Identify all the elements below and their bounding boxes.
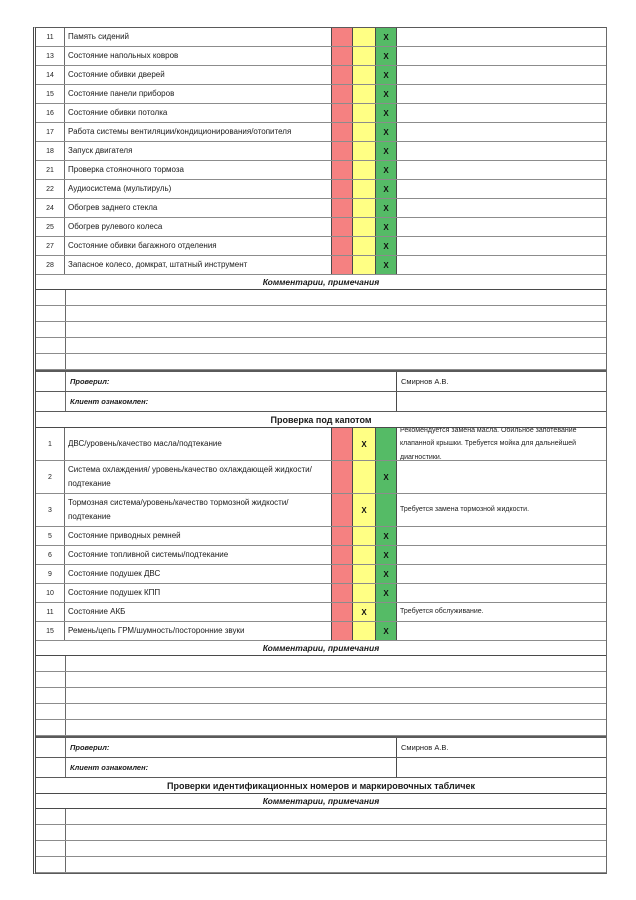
row-number: 15: [36, 622, 65, 640]
comment-line-write-area: [66, 809, 606, 824]
comment-line: [36, 656, 606, 672]
status-cell-red: [332, 47, 353, 65]
check-item-label: Работа системы вентиляции/кондиционирования/отопителя: [68, 127, 292, 136]
row-number: 13: [36, 47, 65, 65]
check-mark: X: [383, 550, 389, 560]
check-item-label: Состояние топливной системы/подтекание: [68, 550, 229, 559]
checklist-row: [36, 218, 606, 237]
row-number: 5: [36, 527, 65, 545]
check-item-label: Память сидений: [68, 32, 130, 41]
check-item-label-cell: [65, 28, 332, 46]
status-cell-green: [376, 47, 397, 65]
row-number: 3: [36, 494, 65, 526]
status-cell-red: [332, 461, 353, 493]
check-mark: X: [383, 531, 389, 541]
comment-line-write-area: [66, 354, 606, 369]
status-cell-green: [376, 28, 397, 46]
status-cell-green: [376, 104, 397, 122]
check-mark: X: [383, 70, 389, 80]
underhood-comments-header: [36, 641, 606, 656]
status-cell-green: [376, 66, 397, 84]
checklist-row: [36, 256, 606, 275]
checked-by-label: Проверил:: [66, 372, 397, 391]
status-cell-red: [332, 622, 353, 640]
remark-text: Рекомендуется замена масла. Обильное запотевание клапанной крышки. Требуется мойка для дальнейшей диагностики.: [400, 428, 577, 460]
status-cell-green: [376, 584, 397, 602]
check-mark: X: [383, 146, 389, 156]
status-cell-red: [332, 66, 353, 84]
check-mark: X: [383, 241, 389, 251]
status-cell-green: [376, 161, 397, 179]
comment-line-stub-cell: [36, 720, 66, 735]
checklist-row: [36, 85, 606, 104]
row-number: 6: [36, 546, 65, 564]
remark-cell: [397, 161, 606, 179]
client-acknowledged-value: [397, 758, 606, 777]
remark-cell: [397, 28, 606, 46]
remark-cell: [397, 603, 606, 621]
row-number: 11: [36, 603, 65, 621]
checklist-row: [36, 622, 606, 641]
status-cell-green: [376, 237, 397, 255]
status-cell-red: [332, 494, 353, 526]
checklist-row: [36, 161, 606, 180]
client-acknowledged-label: Клиент ознакомлен:: [66, 392, 397, 411]
checklist-row: [36, 66, 606, 85]
underhood-comments-area: [36, 656, 606, 736]
check-item-label: ДВС/уровень/качество масла/подтекание: [68, 439, 222, 448]
check-mark: X: [383, 184, 389, 194]
signoff-stub-cell: [36, 738, 66, 757]
checklist-row: [36, 603, 606, 622]
row-number: 1: [36, 428, 65, 460]
comment-line-stub-cell: [36, 672, 66, 687]
status-cell-yellow: [353, 66, 376, 84]
comment-line-write-area: [66, 688, 606, 703]
comment-line-write-area: [66, 338, 606, 353]
status-cell-red: [332, 142, 353, 160]
comment-line: [36, 322, 606, 338]
comment-line: [36, 704, 606, 720]
status-cell-red: [332, 237, 353, 255]
remark-cell: [397, 66, 606, 84]
status-cell-yellow: [353, 104, 376, 122]
comment-line: [36, 841, 606, 857]
comment-line-write-area: [66, 857, 606, 872]
check-item-label-cell: [65, 104, 332, 122]
checklist-row: [36, 565, 606, 584]
client-acknowledged-row: [36, 392, 606, 412]
check-item-label-cell: [65, 66, 332, 84]
status-cell-yellow: [353, 47, 376, 65]
remark-cell: [397, 428, 606, 460]
status-cell-yellow: [353, 218, 376, 236]
status-cell-red: [332, 546, 353, 564]
checklist-row: [36, 199, 606, 218]
check-mark: X: [383, 108, 389, 118]
comment-line-write-area: [66, 841, 606, 856]
checklist-row: [36, 461, 606, 494]
comment-line: [36, 354, 606, 370]
comment-line: [36, 290, 606, 306]
status-cell-green: [376, 85, 397, 103]
check-item-label: Запасное колесо, домкрат, штатный инструмент: [68, 260, 248, 269]
comment-line-stub-cell: [36, 688, 66, 703]
remark-cell: [397, 546, 606, 564]
status-cell-yellow: [353, 256, 376, 274]
interior-checklist-table: [36, 28, 606, 275]
check-item-label: Состояние обивки багажного отделения: [68, 241, 217, 250]
row-number: 18: [36, 142, 65, 160]
status-cell-yellow: [353, 237, 376, 255]
comment-line-stub-cell: [36, 290, 66, 305]
comments-header-label: Комментарии, примечания: [262, 643, 380, 653]
check-item-label-cell: [65, 603, 332, 621]
check-item-label-cell: [65, 123, 332, 141]
status-cell-green: [376, 565, 397, 583]
row-number: 22: [36, 180, 65, 198]
row-number: 2: [36, 461, 65, 493]
comments-header-label: Комментарии, примечания: [262, 796, 380, 806]
status-cell-yellow: [353, 565, 376, 583]
check-item-label: Проверка стояночного тормоза: [68, 165, 184, 174]
row-number: 21: [36, 161, 65, 179]
client-acknowledged-label: Клиент ознакомлен:: [66, 758, 397, 777]
checklist-row: [36, 546, 606, 565]
comment-line-write-area: [66, 290, 606, 305]
checklist-row: [36, 47, 606, 66]
row-number: 9: [36, 565, 65, 583]
identification-comments-header: [36, 794, 606, 809]
checked-by-value: Смирнов А.В.: [401, 743, 449, 752]
status-cell-yellow: [353, 161, 376, 179]
identification-section-title: [36, 778, 606, 794]
checked-by-row: [36, 372, 606, 392]
remark-cell: [397, 527, 606, 545]
underhood-section-title: [36, 412, 606, 428]
check-item-label-cell: [65, 428, 332, 460]
check-item-label: Запуск двигателя: [68, 146, 133, 155]
remark-cell: [397, 218, 606, 236]
checked-by-row: [36, 738, 606, 758]
checked-by-value: Смирнов А.В.: [401, 377, 449, 386]
comment-line: [36, 338, 606, 354]
remark-cell: [397, 180, 606, 198]
signoff-stub-cell: [36, 392, 66, 411]
check-item-label-cell: [65, 527, 332, 545]
status-cell-yellow: [353, 28, 376, 46]
status-cell-red: [332, 565, 353, 583]
comment-line-stub-cell: [36, 809, 66, 824]
remark-cell: [397, 199, 606, 217]
check-item-label-cell: [65, 494, 332, 526]
checklist-row: [36, 494, 606, 527]
checklist-row: [36, 527, 606, 546]
comment-line-stub-cell: [36, 704, 66, 719]
check-item-label: Состояние панели приборов: [68, 89, 175, 98]
comment-line-write-area: [66, 672, 606, 687]
status-cell-green: [376, 123, 397, 141]
status-cell-green: [376, 199, 397, 217]
check-item-label: Состояние обивки потолка: [68, 108, 168, 117]
check-mark: X: [383, 127, 389, 137]
status-cell-yellow: [353, 123, 376, 141]
check-mark: X: [383, 51, 389, 61]
check-item-label-cell: [65, 546, 332, 564]
check-mark: X: [383, 222, 389, 232]
interior-signoff: [36, 370, 606, 412]
row-number: 10: [36, 584, 65, 602]
row-number: 14: [36, 66, 65, 84]
comment-line: [36, 306, 606, 322]
checked-by-label: Проверил:: [66, 738, 397, 757]
remark-cell: [397, 104, 606, 122]
remark-cell: [397, 142, 606, 160]
status-cell-red: [332, 180, 353, 198]
row-number: 17: [36, 123, 65, 141]
checklist-row: [36, 584, 606, 603]
checklist-row: [36, 180, 606, 199]
status-cell-yellow: [353, 546, 376, 564]
status-cell-yellow: [353, 142, 376, 160]
status-cell-yellow: [353, 494, 376, 526]
checklist-row: [36, 142, 606, 161]
status-cell-green: [376, 603, 397, 621]
check-item-label-cell: [65, 199, 332, 217]
check-item-label: Аудиосистема (мультируль): [68, 184, 172, 193]
comment-line-stub-cell: [36, 857, 66, 872]
check-item-label-cell: [65, 142, 332, 160]
status-cell-red: [332, 603, 353, 621]
comment-line: [36, 825, 606, 841]
comment-line-write-area: [66, 656, 606, 671]
check-item-label: Состояние подушек ДВС: [68, 569, 161, 578]
row-number: 25: [36, 218, 65, 236]
check-item-label: Обогрев рулевого колеса: [68, 222, 163, 231]
check-item-label: Состояние подушек КПП: [68, 588, 161, 597]
status-cell-yellow: [353, 199, 376, 217]
check-mark: X: [361, 505, 367, 515]
row-number: 16: [36, 104, 65, 122]
check-item-label-cell: [65, 47, 332, 65]
comment-line-stub-cell: [36, 825, 66, 840]
remark-cell: [397, 494, 606, 526]
comment-line: [36, 809, 606, 825]
check-item-label-cell: [65, 161, 332, 179]
comment-line: [36, 720, 606, 736]
comment-line-write-area: [66, 704, 606, 719]
status-cell-red: [332, 104, 353, 122]
check-mark: X: [383, 203, 389, 213]
interior-comments-area: [36, 290, 606, 370]
remark-cell: [397, 461, 606, 493]
check-item-label-cell: [65, 461, 332, 493]
remark-cell: [397, 237, 606, 255]
status-cell-red: [332, 218, 353, 236]
comment-line: [36, 688, 606, 704]
check-item-label: Состояние обивки дверей: [68, 70, 165, 79]
status-cell-yellow: [353, 85, 376, 103]
status-cell-green: [376, 494, 397, 526]
comment-line-stub-cell: [36, 354, 66, 369]
status-cell-red: [332, 527, 353, 545]
check-mark: X: [383, 626, 389, 636]
check-mark: X: [383, 569, 389, 579]
underhood-checklist-table: [36, 428, 606, 641]
remark-cell: [397, 85, 606, 103]
status-cell-red: [332, 123, 353, 141]
remark-cell: [397, 565, 606, 583]
comment-line-write-area: [66, 306, 606, 321]
check-item-label: Состояние напольных ковров: [68, 51, 179, 60]
remark-cell: [397, 47, 606, 65]
comments-header-label: Комментарии, примечания: [262, 277, 380, 287]
check-item-label-cell: [65, 237, 332, 255]
row-number: 11: [36, 28, 65, 46]
check-item-label: Обогрев заднего стекла: [68, 203, 158, 212]
check-item-label-cell: [65, 584, 332, 602]
status-cell-red: [332, 28, 353, 46]
remark-cell: [397, 256, 606, 274]
comment-line-write-area: [66, 720, 606, 735]
check-item-label: Тормозная система/уровень/качество тормозной жидкости/ подтекание: [68, 498, 289, 521]
checklist-row: [36, 123, 606, 142]
remark-text: Требуется замена тормозной жидкости.: [400, 506, 530, 514]
interior-comments-header: [36, 275, 606, 290]
check-item-label: Состояние приводных ремней: [68, 531, 181, 540]
check-mark: X: [383, 89, 389, 99]
comment-line-stub-cell: [36, 306, 66, 321]
check-mark: X: [383, 32, 389, 42]
row-number: 24: [36, 199, 65, 217]
check-item-label-cell: [65, 256, 332, 274]
status-cell-green: [376, 256, 397, 274]
comment-line-stub-cell: [36, 656, 66, 671]
status-cell-green: [376, 218, 397, 236]
status-cell-green: [376, 428, 397, 460]
status-cell-red: [332, 161, 353, 179]
remark-text: Требуется обслуживание.: [400, 608, 484, 616]
status-cell-yellow: [353, 584, 376, 602]
section-title-label: Проверка под капотом: [270, 414, 372, 425]
comment-line: [36, 857, 606, 873]
status-cell-green: [376, 180, 397, 198]
client-acknowledged-row: [36, 758, 606, 778]
comment-line-stub-cell: [36, 322, 66, 337]
remark-cell: [397, 622, 606, 640]
checklist-row: [36, 428, 606, 461]
status-cell-yellow: [353, 527, 376, 545]
underhood-signoff: [36, 736, 606, 778]
check-mark: X: [383, 260, 389, 270]
signoff-stub-cell: [36, 372, 66, 391]
section-title-label: Проверки идентификационных номеров и маркировочных табличек: [167, 780, 475, 791]
check-item-label-cell: [65, 85, 332, 103]
status-cell-yellow: [353, 180, 376, 198]
comment-line-stub-cell: [36, 338, 66, 353]
status-cell-red: [332, 584, 353, 602]
comment-line-stub-cell: [36, 841, 66, 856]
check-item-label-cell: [65, 565, 332, 583]
row-number: 28: [36, 256, 65, 274]
comment-line-write-area: [66, 322, 606, 337]
check-mark: X: [383, 472, 389, 482]
row-number: 15: [36, 85, 65, 103]
checklist-row: [36, 104, 606, 123]
status-cell-green: [376, 461, 397, 493]
check-item-label-cell: [65, 180, 332, 198]
check-mark: X: [361, 439, 367, 449]
checklist-row: [36, 237, 606, 256]
status-cell-yellow: [353, 603, 376, 621]
check-item-label-cell: [65, 622, 332, 640]
check-mark: X: [383, 588, 389, 598]
check-item-label: Система охлаждения/ уровень/качество охлаждающей жидкости/ подтекание: [68, 465, 312, 488]
vehicle-inspection-form: [33, 27, 607, 874]
status-cell-green: [376, 546, 397, 564]
status-cell-yellow: [353, 461, 376, 493]
checklist-row: [36, 28, 606, 47]
comment-line-write-area: [66, 825, 606, 840]
check-item-label: Состояние АКБ: [68, 607, 126, 616]
status-cell-green: [376, 527, 397, 545]
remark-cell: [397, 123, 606, 141]
check-mark: X: [383, 165, 389, 175]
status-cell-red: [332, 428, 353, 460]
client-acknowledged-value: [397, 392, 606, 411]
status-cell-green: [376, 622, 397, 640]
check-item-label-cell: [65, 218, 332, 236]
status-cell-red: [332, 199, 353, 217]
check-item-label: Ремень/цепь ГРМ/шумность/посторонние звуки: [68, 626, 245, 635]
status-cell-red: [332, 85, 353, 103]
status-cell-yellow: [353, 428, 376, 460]
identification-comments-area: [36, 809, 606, 873]
comment-line: [36, 672, 606, 688]
remark-cell: [397, 584, 606, 602]
status-cell-yellow: [353, 622, 376, 640]
row-number: 27: [36, 237, 65, 255]
status-cell-red: [332, 256, 353, 274]
status-cell-green: [376, 142, 397, 160]
check-mark: X: [361, 607, 367, 617]
signoff-stub-cell: [36, 758, 66, 777]
